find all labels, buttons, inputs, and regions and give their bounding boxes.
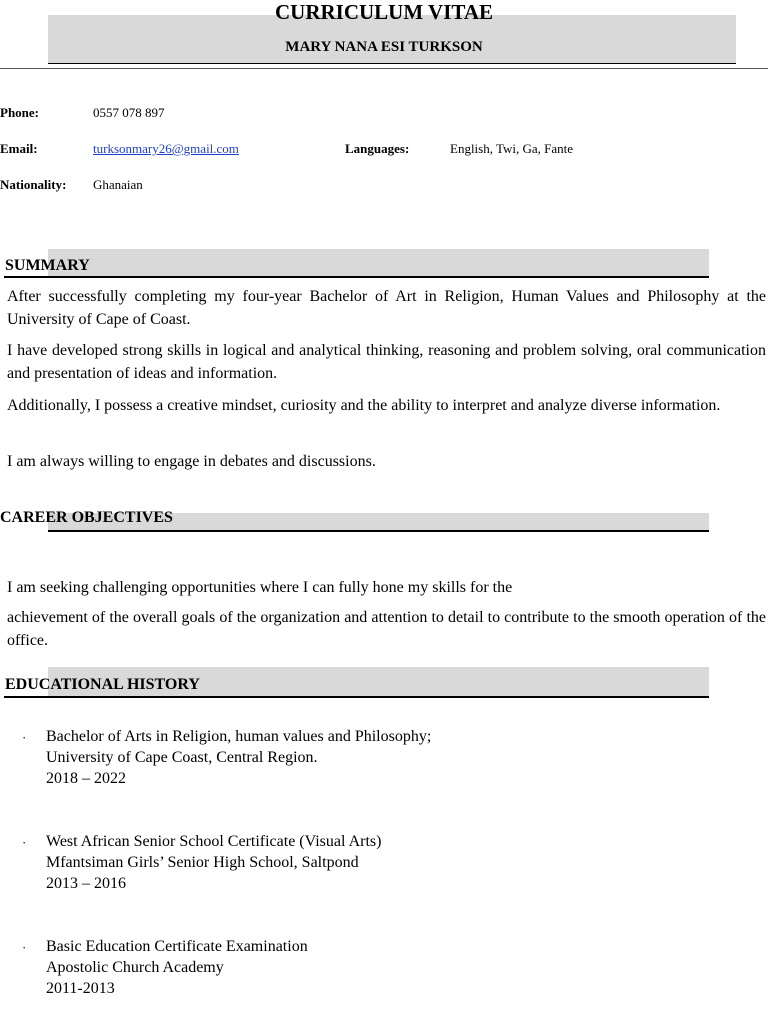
header-divider-lower bbox=[0, 68, 768, 69]
email-label: Email: bbox=[0, 141, 38, 156]
summary-heading: SUMMARY bbox=[5, 257, 90, 274]
summary-heading-bar bbox=[48, 249, 709, 277]
education-heading-rule bbox=[4, 696, 709, 698]
education-years: 2011-2013 bbox=[46, 980, 115, 997]
summary-paragraph: After successfully completing my four-year Bachelor of Art in Religion, Human Values and Philosophy at the University of Cape of Coast. bbox=[7, 288, 766, 328]
education-qualification: West African Senior School Certificate (Visual Arts) bbox=[46, 833, 382, 850]
phone-value: 0557 078 897 bbox=[93, 105, 165, 120]
career-heading-rule bbox=[48, 530, 709, 532]
summary-paragraph: I have developed strong skills in logical and analytical thinking, reasoning and problem solving, oral communication and presentation of ideas and information. bbox=[7, 342, 766, 382]
career-heading: CAREER OBJECTIVES bbox=[0, 509, 173, 526]
education-institution: Apostolic Church Academy bbox=[46, 959, 224, 976]
phone-label: Phone: bbox=[0, 105, 39, 120]
education-years: 2018 – 2022 bbox=[46, 770, 126, 787]
education-qualification: Bachelor of Arts in Religion, human values and Philosophy; bbox=[46, 728, 432, 745]
header-divider bbox=[48, 63, 736, 64]
career-paragraph: I am seeking challenging opportunities where I can fully hone my skills for the bbox=[7, 579, 513, 596]
education-institution: Mfantsiman Girls’ Senior High School, Saltpond bbox=[46, 854, 359, 871]
nationality-value: Ghanaian bbox=[93, 177, 143, 192]
languages-label: Languages: bbox=[345, 141, 410, 156]
education-qualification: Basic Education Certificate Examination bbox=[46, 938, 308, 955]
education-heading: EDUCATIONAL HISTORY bbox=[5, 676, 200, 693]
education-years: 2013 – 2016 bbox=[46, 875, 126, 892]
education-institution: University of Cape Coast, Central Region. bbox=[46, 749, 318, 766]
email-link[interactable]: turksonmary26@gmail.com bbox=[93, 141, 239, 156]
list-bullet: · bbox=[22, 940, 27, 955]
summary-heading-rule bbox=[4, 276, 709, 278]
candidate-name: MARY NANA ESI TURKSON bbox=[285, 39, 483, 55]
nationality-label: Nationality: bbox=[0, 177, 67, 192]
document-title: CURRICULUM VITAE bbox=[275, 0, 493, 24]
list-bullet: · bbox=[22, 835, 27, 850]
career-paragraph: achievement of the overall goals of the organization and attention to detail to contribute to the smooth operation of the office. bbox=[7, 609, 766, 649]
languages-value: English, Twi, Ga, Fante bbox=[450, 141, 574, 156]
summary-paragraph: I am always willing to engage in debates and discussions. bbox=[7, 453, 376, 470]
summary-paragraph: Additionally, I possess a creative mindset, curiosity and the ability to interpret and analyze diverse information. bbox=[7, 397, 721, 414]
list-bullet: · bbox=[22, 730, 27, 745]
